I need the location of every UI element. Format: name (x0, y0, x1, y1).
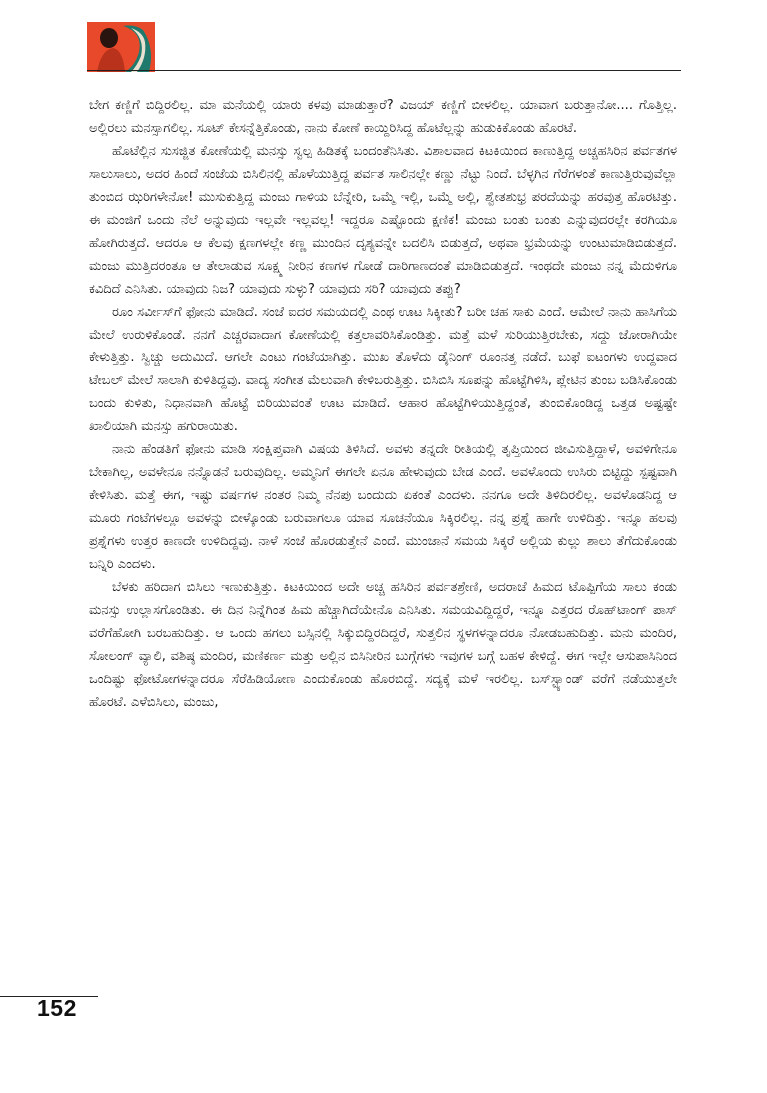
header-rule (87, 70, 681, 71)
paragraph: ಹೊಟೆಲ್ಲಿನ ಸುಸಜ್ಜಿತ ಕೋಣೆಯಲ್ಲಿ ಮನಸ್ಸು ಸ್ವಲ್ಪ ಹಿಡಿತಕ್ಕೆ ಬಂದಂತೆನಿಸಿತು. ವಿಶಾಲವಾದ ಕಿಟಕಿಯಿಂದ ಕಾಣುತ್ತಿದ್ದ ಅಚ್ಚಹಸಿರಿನ ಪರ್ವತಗಳ ಸಾಲುಸಾಲು, ಅದರ ಹಿಂದೆ ಸಂಜೆಯ ಬಿಸಿಲಿನಲ್ಲಿ ಹೊಳೆಯುತ್ತಿದ್ದ ಪರ್ವತ ಸಾಲಿನಲ್ಲೇ ಕಣ್ಣು ನೆಟ್ಟು ನಿಂದೆ. ಬೆಳ್ಳಗಿನ ಗೆರೆಗಳಂತೆ ಕಾಣುತ್ತಿರುವುವೆಲ್ಲಾ ತುಂಬಿದ ಝರಿಗಳೇನೋ! ಮುಸುಕುತ್ತಿದ್ದ ಮಂಜು ಗಾಳಿಯ ಬೆನ್ನೇರಿ, ಒಮ್ಮೆ ಇಲ್ಲಿ, ಒಮ್ಮೆ ಅಲ್ಲಿ, ಶ್ವೇತಶುಭ್ರ ಪರದೆಯನ್ನು ಹರವುತ್ತ ಹೊರಟಿತ್ತು. ಈ ಮಂಜಿಗೆ ಒಂದು ನೆಲೆ ಅನ್ನುವುದು ಇಲ್ಲವೇ ಇಲ್ಲವಲ್ಲ! ಇದ್ದರೂ ಎಷ್ಟೊಂದು ಕ್ಷಣಿಕ! ಮಂಜು ಬಂತು ಬಂತು ಎನ್ನುವುದರಲ್ಲೇ ಕರಗಿಯೂ ಹೋಗಿರುತ್ತದೆ. ಆದರೂ ಆ ಕೆಲವು ಕ್ಷಣಗಳಲ್ಲೇ ಕಣ್ಣ ಮುಂದಿನ ದೃಶ್ಯವನ್ನೇ ಬದಲಿಸಿ ಬಿಡುತ್ತದೆ, ಅಥವಾ ಭ್ರಮೆಯನ್ನು ಉಂಟುಮಾಡಿಬಿಡುತ್ತದೆ. ಮಂಜು ಮುತ್ತಿದರಂತೂ ಆ ತೇಲಾಡುವ ಸೂಕ್ಷ್ಮ ನೀರಿನ ಕಣಗಳ ಗೋಡೆ ದಾರಿಗಾಣದಂತೆ ಮಾಡಿಬಿಡುತ್ತದೆ. ಇಂಥದೇ ಮಂಜು ನನ್ನ ಮೆದುಳಿಗೂ ಕವಿದಿದೆ ಎನಿಸಿತು. ಯಾವುದು ನಿಜ? ಯಾವುದು ಸುಳ್ಳು? ಯಾವುದು ಸರಿ? ಯಾವುದು ತಪ್ಪು? (89, 143, 677, 297)
book-logo-icon (87, 22, 155, 72)
paragraph: ರೂಂ ಸರ್ವೀಸ್‌ಗೆ ಫೋನು ಮಾಡಿದೆ. ಸಂಜೆ ಐದರ ಸಮಯದಲ್ಲಿ ಎಂಥ ಊಟ ಸಿಕ್ಕೀತು? ಬರೀ ಚಹ ಸಾಕು ಎಂದೆ. ಆಮೇಲೆ ನಾನು ಹಾಸಿಗೆಯ ಮೇಲೆ ಉರುಳಿಕೊಂಡೆ. ನನಗೆ ಎಚ್ಚರವಾದಾಗ ಕೋಣೆಯಲ್ಲಿ ಕತ್ತಲಾವರಿಸಿಕೊಂಡಿತ್ತು. ಮತ್ತೆ ಮಳೆ ಸುರಿಯುತ್ತಿರಬೇಕು, ಸದ್ದು ಜೋರಾಗಿಯೇ ಕೇಳುತ್ತಿತ್ತು. ಸ್ವಿಚ್ಚು ಅದುಮಿದೆ. ಆಗಲೇ ಎಂಟು ಗಂಟೆಯಾಗಿತ್ತು. ಮುಖ ತೊಳೆದು ಡೈನಿಂಗ್ ರೂಂನತ್ತ ನಡೆದೆ. ಬುಫೆ ಐಟಂಗಳು ಉದ್ದವಾದ ಟೇಬಲ್ ಮೇಲೆ ಸಾಲಾಗಿ ಕುಳಿತಿದ್ದವು. ವಾದ್ಯ ಸಂಗೀತ ಮೆಲುವಾಗಿ ಕೇಳಿಬರುತ್ತಿತ್ತು. ಬಿಸಿಬಿಸಿ ಸೂಪನ್ನು ಹೊಟ್ಟೆಗಿಳಿಸಿ, ಪ್ಲೇಟಿನ ತುಂಬ ಬಡಿಸಿಕೊಂಡು ಬಂದು ಕುಳಿತು, ನಿಧಾನವಾಗಿ ಹೊಟ್ಟೆ ಬಿರಿಯುವಂತೆ ಊಟ ಮಾಡಿದೆ. ಆಹಾರ ಹೊಟ್ಟೆಗಿಳಿಯುತ್ತಿದ್ದಂತೆ, ತುಂಬಿಕೊಂಡಿದ್ದ ಒತ್ತಡ ಅಷ್ಟಷ್ಟೇ ಖಾಲಿಯಾಗಿ ಮನಸ್ಸು ಹಗುರಾಯಿತು. (89, 304, 677, 435)
paragraph: ನಾನು ಹೆಂಡತಿಗೆ ಫೋನು ಮಾಡಿ ಸಂಕ್ಷಿಪ್ತವಾಗಿ ವಿಷಯ ತಿಳಿಸಿದೆ. ಅವಳು ತನ್ನದೇ ರೀತಿಯಲ್ಲಿ ತೃಪ್ತಿಯಿಂದ ಜೀವಿಸುತ್ತಿದ್ದಾಳೆ, ಅವಳಿಗೇನೂ ಬೇಕಾಗಿಲ್ಲ, ಅವಳೇನೂ ನನ್ನೊಡನೆ ಬರುವುದಿಲ್ಲ. ಅಮ್ಮನಿಗೆ ಈಗಲೇ ಏನೂ ಹೇಳುವುದು ಬೇಡ ಎಂದೆ. ಅವಳೊಂದು ಉಸಿರು ಬಿಟ್ಟಿದ್ದು ಸ್ಪಷ್ಟವಾಗಿ ಕೇಳಿಸಿತು. ಮತ್ತೆ ಈಗ, ಇಷ್ಟು ವರ್ಷಗಳ ನಂತರ ನಿಮ್ಮ ನೆನಪು ಬಂದುದು ಏಕಂತೆ ಎಂದಳು. ನನಗೂ ಅದೇ ತಿಳಿದಿರಲಿಲ್ಲ. ಅವಳೊಡನಿದ್ದ ಆ ಮೂರು ಗಂಟೆಗಳಲ್ಲೂ ಅವಳನ್ನು ಬೀಳ್ಕೊಂಡು ಬರುವಾಗಲೂ ಯಾವ ಸೂಚನೆಯೂ ಸಿಕ್ಕಿರಲಿಲ್ಲ. ನನ್ನ ಪ್ರಶ್ನೆ ಹಾಗೇ ಉಳಿದಿತ್ತು. ಇನ್ನೂ ಹಲವು ಪ್ರಶ್ನೆಗಳು ಉತ್ತರ ಕಾಣದೇ ಉಳಿದಿದ್ದವು. ನಾಳೆ ಸಂಜೆ ಹೊರಡುತ್ತೇನೆ ಎಂದೆ. ಮುಂಜಾನೆ ಸಮಯ ಸಿಕ್ಕರೆ ಅಲ್ಲಿಯ ಕುಲ್ಲು ಶಾಲು ತೆಗೆದುಕೊಂಡು ಬನ್ನಿರಿ ಎಂದಳು. (89, 442, 677, 573)
page-body (89, 95, 677, 715)
paragraph: ಬೇಗ ಕಣ್ಣಿಗೆ ಬಿದ್ದಿರಲಿಲ್ಲ. ಮಾ ಮನೆಯಲ್ಲಿ ಯಾರು ಕಳವು ಮಾಡುತ್ತಾರೆ? ವಿಜಯ್ ಕಣ್ಣಿಗೆ ಬೀಳಲಿಲ್ಲ. ಯಾವಾಗ ಬರುತ್ತಾನೋ.... ಗೊತ್ತಿಲ್ಲ. ಅಲ್ಲಿರಲು ಮನಸ್ಸಾಗಲಿಲ್ಲ. ಸೂಟ್ ಕೇಸನ್ನೆತ್ತಿಕೊಂಡು, ನಾನು ಕೋಣೆ ಕಾಯ್ದಿರಿಸಿದ್ದ ಹೊಟೆಲ್ಲನ್ನು ಹುಡುಕಿಕೊಂಡು ಹೊರಟೆ. (89, 98, 678, 136)
page-number: 152 (37, 995, 77, 1021)
paragraph: ಬೆಳಕು ಹರಿದಾಗ ಬಿಸಿಲು ಇಣುಕುತ್ತಿತ್ತು. ಕಿಟಕಿಯಿಂದ ಅದೇ ಅಚ್ಚ ಹಸಿರಿನ ಪರ್ವತಶ್ರೇಣಿ, ಅದರಾಚೆ ಹಿಮದ ಟೊಪ್ಪಿಗೆಯ ಸಾಲು ಕಂಡು ಮನಸ್ಸು ಉಲ್ಲಾಸಗೊಂಡಿತು. ಈ ದಿನ ನಿನ್ನೆಗಿಂತ ಹಿಮ ಹೆಚ್ಚಾಗಿದೆಯೇನೊ ಎನಿಸಿತು. ಸಮಯವಿದ್ದಿದ್ದರೆ, ಇನ್ನೂ ಎತ್ತರದ ರೊಹ್‌ಟಾಂಗ್ ಪಾಸ್ ವರೆಗೆಹೋಗಿ ಬರಬಹುದಿತ್ತು. ಆ ಒಂದು ಹಗಲು ಬಸ್ಸಿನಲ್ಲಿ ಸಿಕ್ಕುಬಿದ್ದಿರದಿದ್ದರೆ, ಸುತ್ತಲಿನ ಸ್ಥಳಗಳನ್ನಾದರೂ ನೋಡಬಹುದಿತ್ತು. ಮನು ಮಂದಿರ, ಸೋಲಂಗ್ ವ್ಯಾಲಿ, ವಶಿಷ್ಠ ಮಂದಿರ, ಮಣಿಕರ್ಣ ಮತ್ತು ಅಲ್ಲಿನ ಬಿಸಿನೀರಿನ ಬುಗ್ಗೆಗಳು ಇವುಗಳ ಬಗ್ಗೆ ಬಹಳ ಕೇಳಿದ್ದೆ. ಈಗ ಇಲ್ಲೇ ಆಸುಪಾಸಿನಿಂದ ಒಂದಿಷ್ಟು ಫೋಟೋಗಳನ್ನಾದರೂ ಸೆರೆಹಿಡಿಯೋಣ ಎಂದುಕೊಂಡು ಹೊರಬಿದ್ದೆ. ಸದ್ಯಕ್ಕೆ ಮಳೆ ಇರಲಿಲ್ಲ. ಬಸ್‌ಸ್ಟ್ಯಾಂಡ್ ವರೆಗೆ ನಡೆಯುತ್ತಲೇ ಹೊರಟೆ. ಎಳೆಬಿಸಿಲು, ಮಂಜು, (89, 580, 677, 710)
